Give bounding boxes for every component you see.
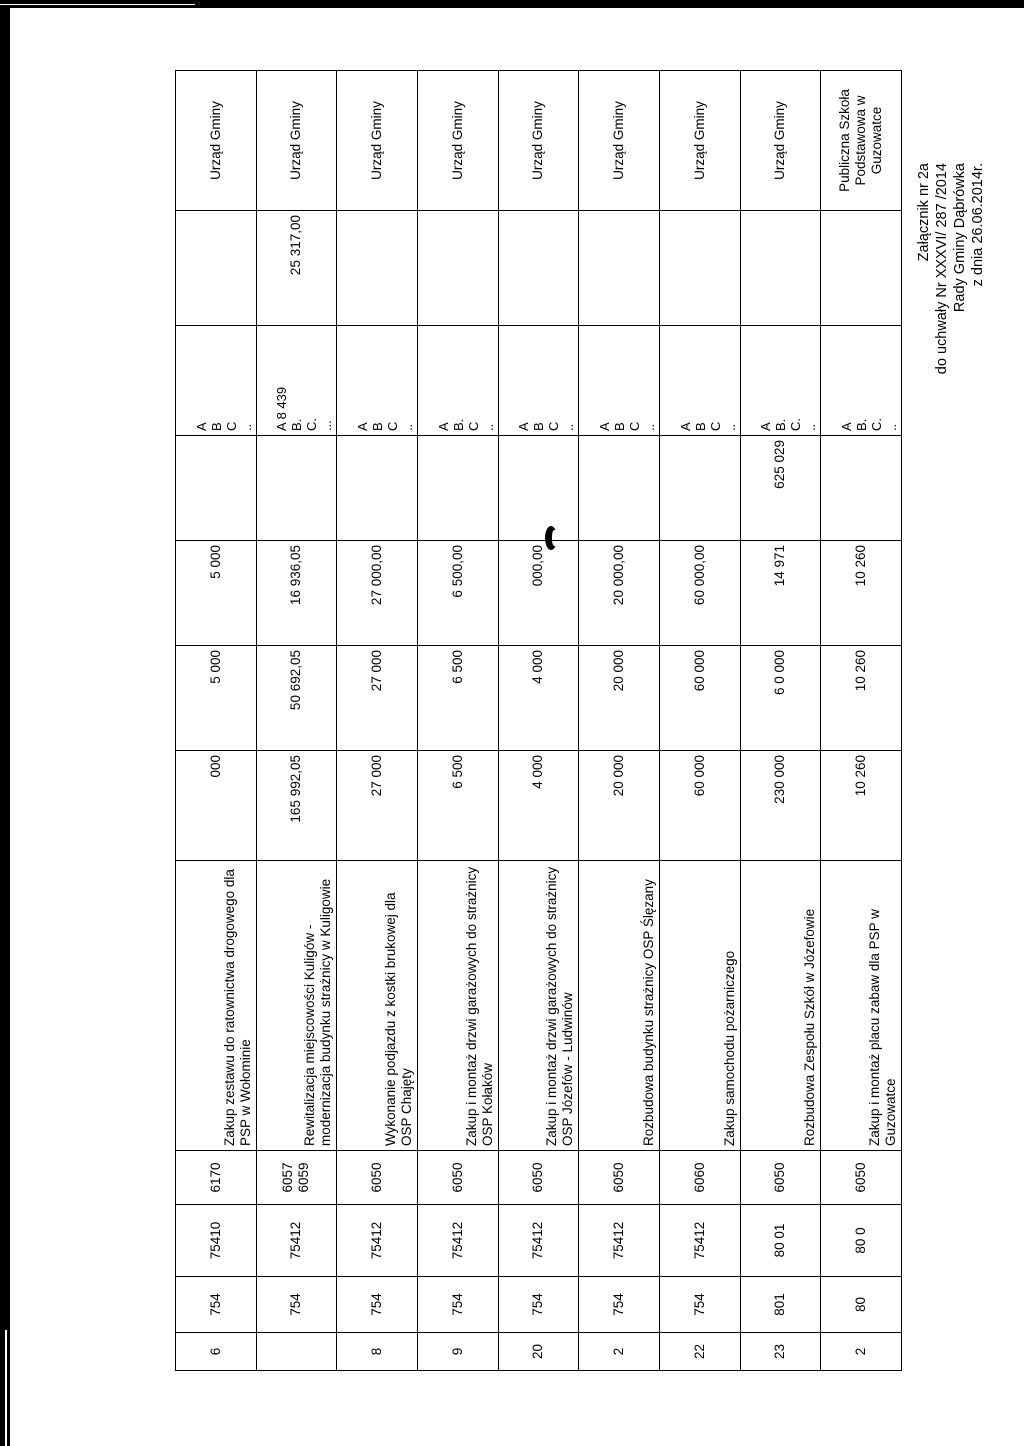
cell-dzial: 80 (821, 1277, 902, 1333)
cell-dzial: 754 (417, 1277, 498, 1333)
table-row (498, 71, 579, 1371)
cell-responsible-unit: Urząd Gminy (498, 71, 579, 211)
cell-total-cost: 000 (176, 751, 257, 861)
cell-expense-2015 (821, 436, 902, 541)
cell-task-name: Zakup i montaż drzwi garażowych do strażnicy OSP Józefów - Ludwinów (498, 861, 579, 1151)
cell-expense-2015: 625 029 (740, 436, 821, 541)
source-a-value: 8 439 (274, 386, 290, 420)
cell-further-expense (659, 211, 740, 326)
cell-expense-2014: 6 500 (417, 646, 498, 751)
cell-paragraf: 6170 (176, 1151, 257, 1205)
cell-funding-sources (256, 326, 337, 436)
cell-expense-2014-amount: 16 936,05 (256, 541, 337, 646)
scan-edge-line (0, 4, 195, 5)
cell-expense-2014-amount: 14 971 (740, 541, 821, 646)
table-row (579, 71, 660, 1371)
cell-expense-2014-amount: 6 500,00 (417, 541, 498, 646)
cell-lp: 2 (579, 1333, 660, 1371)
cell-paragraf: 6050 (740, 1151, 821, 1205)
cell-paragraf: 6057 6059 (256, 1151, 337, 1205)
source-b-label: B (611, 422, 627, 431)
cell-lp: 23 (740, 1333, 821, 1371)
source-b-label: B. (289, 418, 305, 431)
table-row (176, 71, 257, 1371)
table-row (256, 71, 337, 1371)
source-extra: .. (561, 423, 577, 431)
cell-expense-2014: 10 260 (821, 646, 902, 751)
source-b-label: B (208, 422, 224, 431)
cell-expense-2014: 20 000 (579, 646, 660, 751)
source-extra: .. (641, 423, 657, 431)
cell-task-name: Rewitalizacja miejscowości Kuligów - modernizacja budynku strażnicy w Kuligowie (256, 861, 337, 1151)
source-b-label: B. (854, 418, 869, 431)
cell-lp: 6 (176, 1333, 257, 1371)
cell-funding-sources (579, 326, 660, 436)
cell-task-name: Zakup zestawu do ratownictwa drogowego dla PSP w Wołominie (176, 861, 257, 1151)
cell-total-cost: 27 000 (337, 751, 418, 861)
cell-lp: 2 (821, 1333, 902, 1371)
cell-responsible-unit: Urząd Gminy (659, 71, 740, 211)
attachment-header (915, 163, 1024, 1363)
cell-expense-2014-amount: 5 000 (176, 541, 257, 646)
source-a-label: A (839, 422, 854, 431)
source-extra: .. (722, 423, 738, 431)
cell-dzial: 754 (579, 1277, 660, 1333)
cell-dzial: 801 (740, 1277, 821, 1333)
cell-further-expense: 25 317,00 (256, 211, 337, 326)
cell-expense-2015 (176, 436, 257, 541)
cell-total-cost: 20 000 (579, 751, 660, 861)
cell-expense-2014: 5 000 (176, 646, 257, 751)
source-c-label: C (223, 421, 239, 431)
cell-expense-2015 (659, 436, 740, 541)
cell-dzial: 754 (256, 1277, 337, 1333)
cell-task-name: Wykonanie podjazdu z kostki brukowej dla OSP Chajęty (337, 861, 418, 1151)
scan-vertical-line (5, 1330, 7, 1446)
cell-expense-2015 (256, 436, 337, 541)
source-c-label: C (707, 421, 723, 431)
cell-expense-2014-amount: 27 000,00 (337, 541, 418, 646)
source-b-label: B (531, 422, 547, 431)
cell-total-cost: 6 500 (417, 751, 498, 861)
cell-responsible-unit: Urząd Gminy (256, 71, 337, 211)
cell-paragraf: 6050 (498, 1151, 579, 1205)
cell-funding-sources (337, 326, 418, 436)
source-a-label: A (758, 422, 774, 431)
cell-rozdzial: 75412 (579, 1205, 660, 1277)
cell-funding-sources (417, 326, 498, 436)
cell-responsible-unit: Urząd Gminy (417, 71, 498, 211)
source-c-label: C. (304, 418, 320, 431)
source-a-label: A (596, 422, 612, 431)
cell-expense-2014: 60 000 (659, 646, 740, 751)
source-extra: ... (319, 420, 335, 431)
cell-funding-sources (821, 326, 902, 436)
source-c-label: C. (788, 418, 804, 431)
cell-rozdzial: 75412 (256, 1205, 337, 1277)
table-row (659, 71, 740, 1371)
cell-total-cost: 60 000 (659, 751, 740, 861)
cell-responsible-unit: Urząd Gminy (337, 71, 418, 211)
cell-paragraf: 6060 (659, 1151, 740, 1205)
table-row (740, 71, 821, 1371)
cell-rozdzial: 75412 (337, 1205, 418, 1277)
cell-dzial: 754 (337, 1277, 418, 1333)
source-c-label: C (465, 421, 481, 431)
source-a-label: A (193, 422, 209, 431)
cell-expense-2014-amount: 60 000,00 (659, 541, 740, 646)
cell-paragraf: 6050 (821, 1151, 902, 1205)
cell-expense-2015 (337, 436, 418, 541)
cell-expense-2015 (579, 436, 660, 541)
source-a-label: A (354, 422, 370, 431)
cell-total-cost: 165 992,05 (256, 751, 337, 861)
cell-responsible-unit: Urząd Gminy (176, 71, 257, 211)
source-extra: .. (399, 423, 415, 431)
cell-expense-2014: 50 692,05 (256, 646, 337, 751)
cell-lp: 22 (659, 1333, 740, 1371)
cell-further-expense (821, 211, 902, 326)
source-extra: .. (884, 423, 899, 431)
cell-task-name: Zakup i montaż drzwi garażowych do strażnicy OSP Kołaków (417, 861, 498, 1151)
cell-paragraf: 6050 (417, 1151, 498, 1205)
cell-funding-sources (498, 326, 579, 436)
council-name: Rady Gminy Dąbrówka (952, 163, 968, 313)
cell-responsible-unit: Urząd Gminy (579, 71, 660, 211)
cell-expense-2014-amount: 000,00 (498, 541, 579, 646)
cell-expense-2015 (498, 436, 579, 541)
cell-rozdzial: 75412 (498, 1205, 579, 1277)
source-a-label: A (516, 422, 532, 431)
cell-responsible-unit: Urząd Gminy (740, 71, 821, 211)
cell-lp: 8 (337, 1333, 418, 1371)
cell-rozdzial: 75412 (417, 1205, 498, 1277)
cell-dzial: 754 (176, 1277, 257, 1333)
cell-further-expense (417, 211, 498, 326)
table-row (821, 71, 902, 1371)
source-a-label: A (274, 423, 290, 431)
cell-dzial: 754 (498, 1277, 579, 1333)
cell-task-name: Rozbudowa Zespołu Szkół w Józefowie (740, 861, 821, 1151)
cell-funding-sources (740, 326, 821, 436)
cell-expense-2014-amount: 20 000,00 (579, 541, 660, 646)
cell-further-expense (176, 211, 257, 326)
source-c-label: C (546, 421, 562, 431)
resolution-number: do uchwały Nr XXXVI/ 287 /2014 (934, 163, 950, 375)
source-a-label: A (677, 422, 693, 431)
source-c-label: C (384, 421, 400, 431)
source-b-label: B (369, 422, 385, 431)
source-extra: .. (803, 423, 819, 431)
document-page (10, 8, 1024, 1446)
cell-dzial: 754 (659, 1277, 740, 1333)
cell-total-cost: 4 000 (498, 751, 579, 861)
resolution-date: z dnia 26.06.2014r. (970, 163, 986, 287)
cell-funding-sources (659, 326, 740, 436)
cell-task-name: Zakup i montaż placu zabaw dla PSP w Guzowatce (821, 861, 902, 1151)
investment-table-wrapper (175, 71, 902, 1371)
cell-further-expense (498, 211, 579, 326)
source-extra: .. (480, 423, 496, 431)
source-b-label: B. (450, 418, 466, 431)
source-c-label: C. (869, 418, 884, 431)
cell-further-expense (579, 211, 660, 326)
cell-rozdzial: 80 0 (821, 1205, 902, 1277)
cell-expense-2014: 4 000 (498, 646, 579, 751)
table-row (337, 71, 418, 1371)
source-extra: .. (238, 423, 254, 431)
cell-lp (256, 1333, 337, 1371)
cell-total-cost: 230 000 (740, 751, 821, 861)
cell-expense-2014: 6 0 000 (740, 646, 821, 751)
cell-paragraf: 6050 (579, 1151, 660, 1205)
cell-rozdzial: 75412 (659, 1205, 740, 1277)
cell-funding-sources (176, 326, 257, 436)
cell-total-cost: 10 260 (821, 751, 902, 861)
cell-responsible-unit: Publiczna Szkoła Podstawowa w Guzowatce (821, 71, 902, 211)
cell-rozdzial: 75410 (176, 1205, 257, 1277)
source-a-label: A (435, 422, 451, 431)
cell-expense-2015 (417, 436, 498, 541)
source-c-label: C (626, 421, 642, 431)
attachment-number: Załącznik nr 2a (916, 163, 932, 262)
cell-paragraf: 6050 (337, 1151, 418, 1205)
cell-expense-2014: 27 000 (337, 646, 418, 751)
cell-further-expense (337, 211, 418, 326)
source-b-label: B (692, 422, 708, 431)
cell-rozdzial: 80 01 (740, 1205, 821, 1277)
source-b-label: B. (773, 418, 789, 431)
table-row (417, 71, 498, 1371)
cell-further-expense (740, 211, 821, 326)
cell-lp: 20 (498, 1333, 579, 1371)
cell-lp: 9 (417, 1333, 498, 1371)
cell-task-name: Rozbudowa budynku strażnicy OSP Ślęzany (579, 861, 660, 1151)
cell-task-name: Zakup samochodu pożarniczego (659, 861, 740, 1151)
investment-table (175, 70, 902, 1371)
cell-expense-2014-amount: 10 260 (821, 541, 902, 646)
